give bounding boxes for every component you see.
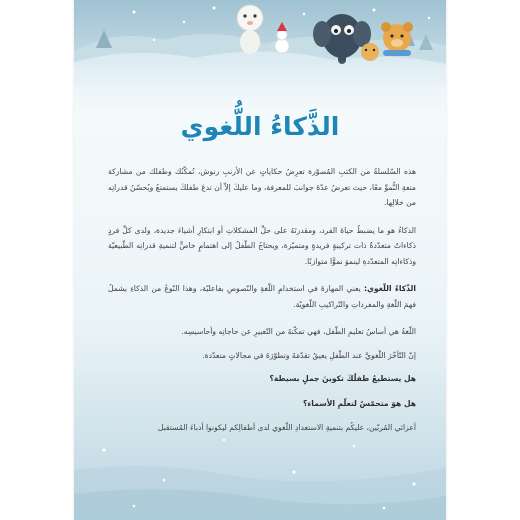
winter-illustration-top xyxy=(74,0,446,110)
page-title: الذَّكاءُ اللُّغوي xyxy=(180,112,340,141)
book-page xyxy=(74,0,446,520)
question-simple-sentences: هل يستطيعُ طفلُكَ تكوينَ جملٍ بسيطة؟ xyxy=(269,374,416,383)
linguistic-paragraph xyxy=(108,281,416,312)
linguistic-label: الذّكاءُ اللّغوي: xyxy=(363,284,416,293)
article-body xyxy=(108,164,416,448)
linguistic-text: يعني المهارةَ في استخدامِ اللّغةِ والنّصوصِ بفاعليّة، وهذا النّوعُ من الذكاءِ يشملُ فهمَ اللّغةِ والمفرداتِ والتّراكيبِ اللّغويّة. xyxy=(108,284,416,309)
closing-paragraph: أعزائي المُربّين، عليكُم بتنميةِ الاستعدادِ اللّغوي لدى أطفالِكم ليكونوا أدباءَ المُستقبل xyxy=(157,423,416,432)
delay-paragraph: إنّ التّأخّرَ اللّغويَّ عند الطّفلِ يعيقُ تقدّمَهُ وتطوّرَهُ في مجالاتٍ متعدّدة. xyxy=(202,350,416,360)
intro-paragraph: هذه السّلسلةُ من الكتبِ المُصوّرة تعرِضُ حكاياتٍ عن الأرنبِ رنوش، تُمكّنُك وطفلك من مشاركة متعةِ النُّموِّ معًا، حيث تعرضُ عدّةَ جوانبَ للمعرفة، وما عليكَ إلاّ أن تدعَ طفلكَ يستمتعُ ويُحسّنُ قدراتِه من خلالِها. xyxy=(108,167,416,207)
question-learning-names: هل هوَ متحمّسٌ لتعلّمِ الأسماء؟ xyxy=(303,398,416,408)
foundation-paragraph: اللّغةُ هي أساسُ تعليمِ الطّفل، فهي تمكّنهُ من التّعبيرِ عن حاجاتِه وأحاسيسِه. xyxy=(181,327,416,336)
intelligence-paragraph: الذكاءُ هو ما يضبطُ حياةَ الفرد، ومقدرتَهُ على حلِّ المشكلاتِ أو ابتكارِ أشياءَ جديدة، ولدى كلِّ فردٍ ذكاءاتٌ متعدّدةٌ ذات تركيبةٍ فريدةٍ ومتميّزة، ويحتاجُ الطّفلُ إلى اهتمامٍ خاصٍّ لتنميةِ قدراتِه الطّبيعيّة وذكاءاتِه المتعدّدةِ لينموَ نموًّا متوازنًا. xyxy=(108,225,416,266)
